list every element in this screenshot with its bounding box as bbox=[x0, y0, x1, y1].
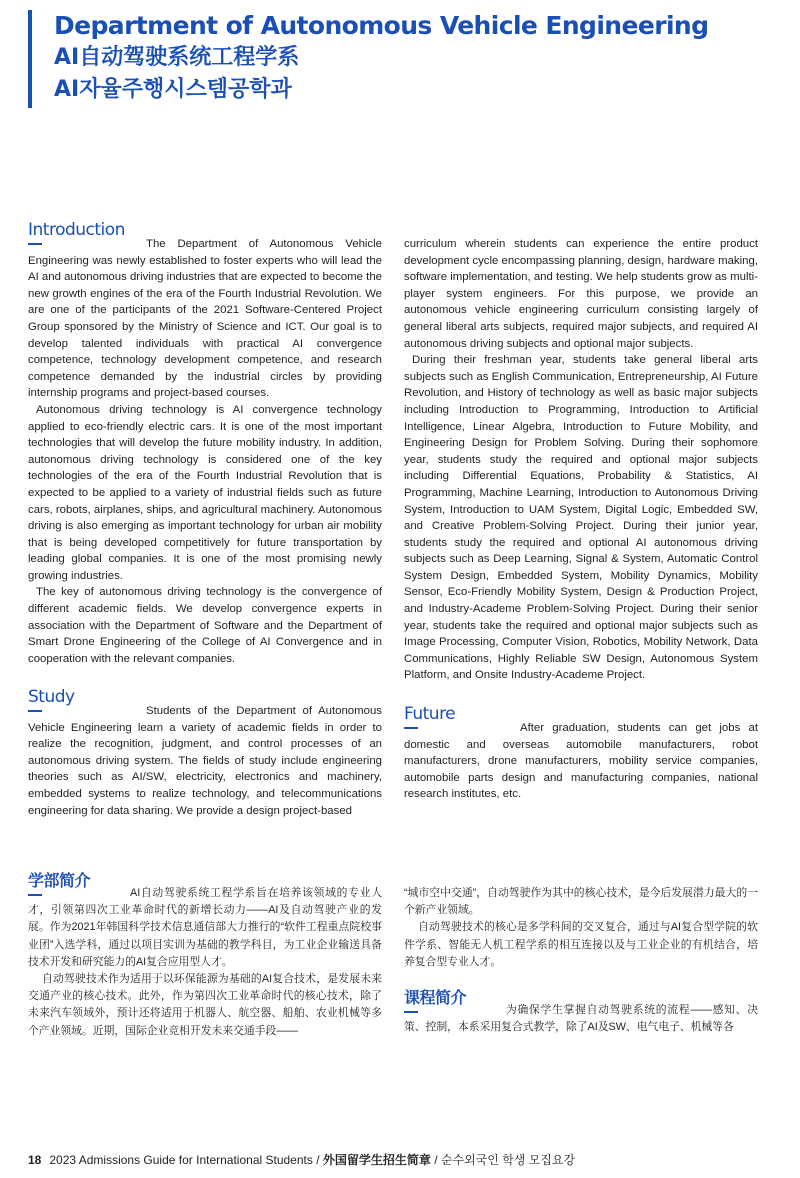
future-text bbox=[404, 720, 758, 803]
study-paragraph-1: Students of the Department of Autonomous Vehicle Engineering learn a variety of academic fields in order to realize the recognition, judgment, and control processes of an autonomous driving system. The fields of study include engineering theories such as AI/SW, electricity, electronics and machinery, embedded systems to realize technology, and telecommunications engineering for data sharing. We provide a design project-based bbox=[28, 705, 382, 817]
future-heading: Future bbox=[404, 704, 456, 724]
page-number: 18 bbox=[28, 1153, 42, 1167]
chinese-introduction-heading: 学部简介 bbox=[28, 871, 91, 890]
introduction-text bbox=[28, 236, 382, 667]
chinese-introduction-paragraph-2-continued: “城市空中交通”，自动驾驶作为其中的核心技术，是今后发展潜力最大的一个新产业领域。 bbox=[404, 887, 758, 917]
future-paragraph-1: After graduation, students can get jobs at domestic and overseas automobile manufacturers, robot manufacturers, drone manufacturers, mobility service companies, automobile parts design and manufacturing companies, national research institutes, etc. bbox=[404, 722, 758, 801]
introduction-paragraph-1: The Department of Autonomous Vehicle Engineering was newly established to foster experts who will lead the AI and autonomous driving industries that are expected to become the new growth engines of the era of the Fourth Industrial Revolution. We are one of the participants of the 2021 Software-Centered Project Group sponsored by the Ministry of Science and ICT. Our goal is to develop talented individuals with practical AI convergence competence, technology development competence, and research competence demanded by the industrial circles by providing internship programs and project-based courses. bbox=[28, 238, 382, 400]
page-footer bbox=[28, 1152, 575, 1168]
chinese-introduction-paragraph-3: 自动驾驶技术的核心是多学科间的交叉复合，通过与AI复合型学院的软件学系、智能无人机工程学系的相互连接以及与工业企业的有机结合，培养复合型专业人才。 bbox=[404, 921, 758, 968]
study-text-continued bbox=[404, 236, 758, 684]
footer-separator: / bbox=[430, 1153, 441, 1167]
footer-guide-korean: 순수외국인 학생 모집요강 bbox=[440, 1153, 576, 1167]
page-title-chinese: AI自动驾驶系统工程学系 bbox=[54, 45, 300, 70]
page-title-block bbox=[54, 10, 708, 106]
chinese-introduction-text-continued bbox=[404, 885, 758, 971]
page-title-korean: AI자율주행시스템공학과 bbox=[54, 77, 292, 102]
introduction-paragraph-3: The key of autonomous driving technology is the convergence of different academic fields. We develop convergence experts in association with the Department of Software and the Department of Smart Drone Engineering of the College of AI Convergence and in cooperation with the relevant companies. bbox=[28, 586, 382, 665]
chinese-curriculum-text bbox=[404, 1002, 758, 1036]
study-text-start bbox=[28, 703, 382, 819]
introduction-paragraph-2: Autonomous driving technology is AI convergence technology applied to eco-friendly electric cars. It is one of the most important technologies that will develop the future mobility industry. In addition, autonomous driving technology is considered one of the key technologies of the era of the Fourth Industrial Revolution that is expected to be applied to a variety of industrial fields such as future cars, robots, airplanes, ships, and agricultural machinery. Autonomous driving is also emerging as important technology for urban air mobility that is being developed competitively for future transportation by leading global companies. It is one of the most promising newly growing industries. bbox=[28, 403, 382, 582]
study-paragraph-2: During their freshman year, students take general liberal arts subjects such as English Communication, Entrepreneurship, AI Future Revolution, and History of technology as well as basic major subjects including Introduction to Programming, Introduction to Artificial Intelligence, Linear Algebra, Introduction to Future Mobility, and Engineering Design for Problem Solving. During their sophomore year, students study the required and optional major subjects including Differential Equations, Probability & Statistics, AI Programming, Machine Learning, Introduction to Autonomous Driving System, Introduction to UAM System, Digital Logic, Embedded SW, and Creative Problem-Solving Project. During their junior year, students study the required and optional AI autonomous driving subjects such as Deep Learning, Signal & System, Automatic Control System Design, Embedded System, Mobility Dynamics, Mobility Sensor, Eco-Friendly Mobility System, Design & Production Project, and Industry-Academe Problem-Solving Project. During their senior year, students take the required and optional major subjects such as Image Processing, Computer Vision, Robotics, Mobility Network, Data Communications, Highly Reliable SW Design, Autonomous System Platform, and Onsite Industry-Academe Project. bbox=[404, 354, 758, 682]
chinese-introduction-paragraph-2: 自动驾驶技术作为适用于以环保能源为基础的AI复合技术，是发展未来交通产业的核心技术。此外，作为第四次工业革命时代的核心技术，除了未来汽车领域外，预计还将适用于机器人、航空器、船舶、农业机械等多个产业领域。近期，国际企业竞相开发未来交通手段—— bbox=[28, 973, 382, 1037]
chinese-curriculum-paragraph-1: 为确保学生掌握自动驾驶系统的流程——感知、决策、控制，本系采用复合式教学，除了AI及SW、电气电子、机械等各 bbox=[404, 1004, 758, 1034]
page-title-english: Department of Autonomous Vehicle Engineering bbox=[54, 11, 709, 40]
chinese-curriculum-heading: 课程简介 bbox=[404, 988, 467, 1007]
chinese-introduction-text bbox=[28, 885, 382, 1040]
study-paragraph-1-continued: curriculum wherein students can experience the entire product development cycle encompassing planning, design, hardware making, software implementation, and testing. We help students grow as multi-player system engineers. For this purpose, we provide an autonomous vehicle engineering curriculum consisting largely of general liberal arts subjects, required major subjects, and required AI autonomous driving subjects and optional major subjects. bbox=[404, 238, 758, 350]
study-heading: Study bbox=[28, 687, 75, 707]
footer-guide-chinese: 外国留学生招生简章 bbox=[322, 1153, 431, 1167]
chinese-introduction-paragraph-1: AI自动驾驶系统工程学系旨在培养该领域的专业人才，引领第四次工业革命时代的新增长动力——AI及自动驾驶产业的发展。作为2021年韩国科学技术信息通信部大力推行的“软件工程重点院校事业团”入选学科，通过以项目实训为基础的教学科目，为工业企业输送具备技术开发和研究能力的AI复合应用型人才。 bbox=[28, 887, 382, 968]
title-accent-bar bbox=[28, 10, 32, 108]
footer-separator: / bbox=[312, 1153, 323, 1167]
introduction-heading: Introduction bbox=[28, 220, 125, 240]
footer-guide-english: 2023 Admissions Guide for International Students bbox=[49, 1153, 313, 1167]
